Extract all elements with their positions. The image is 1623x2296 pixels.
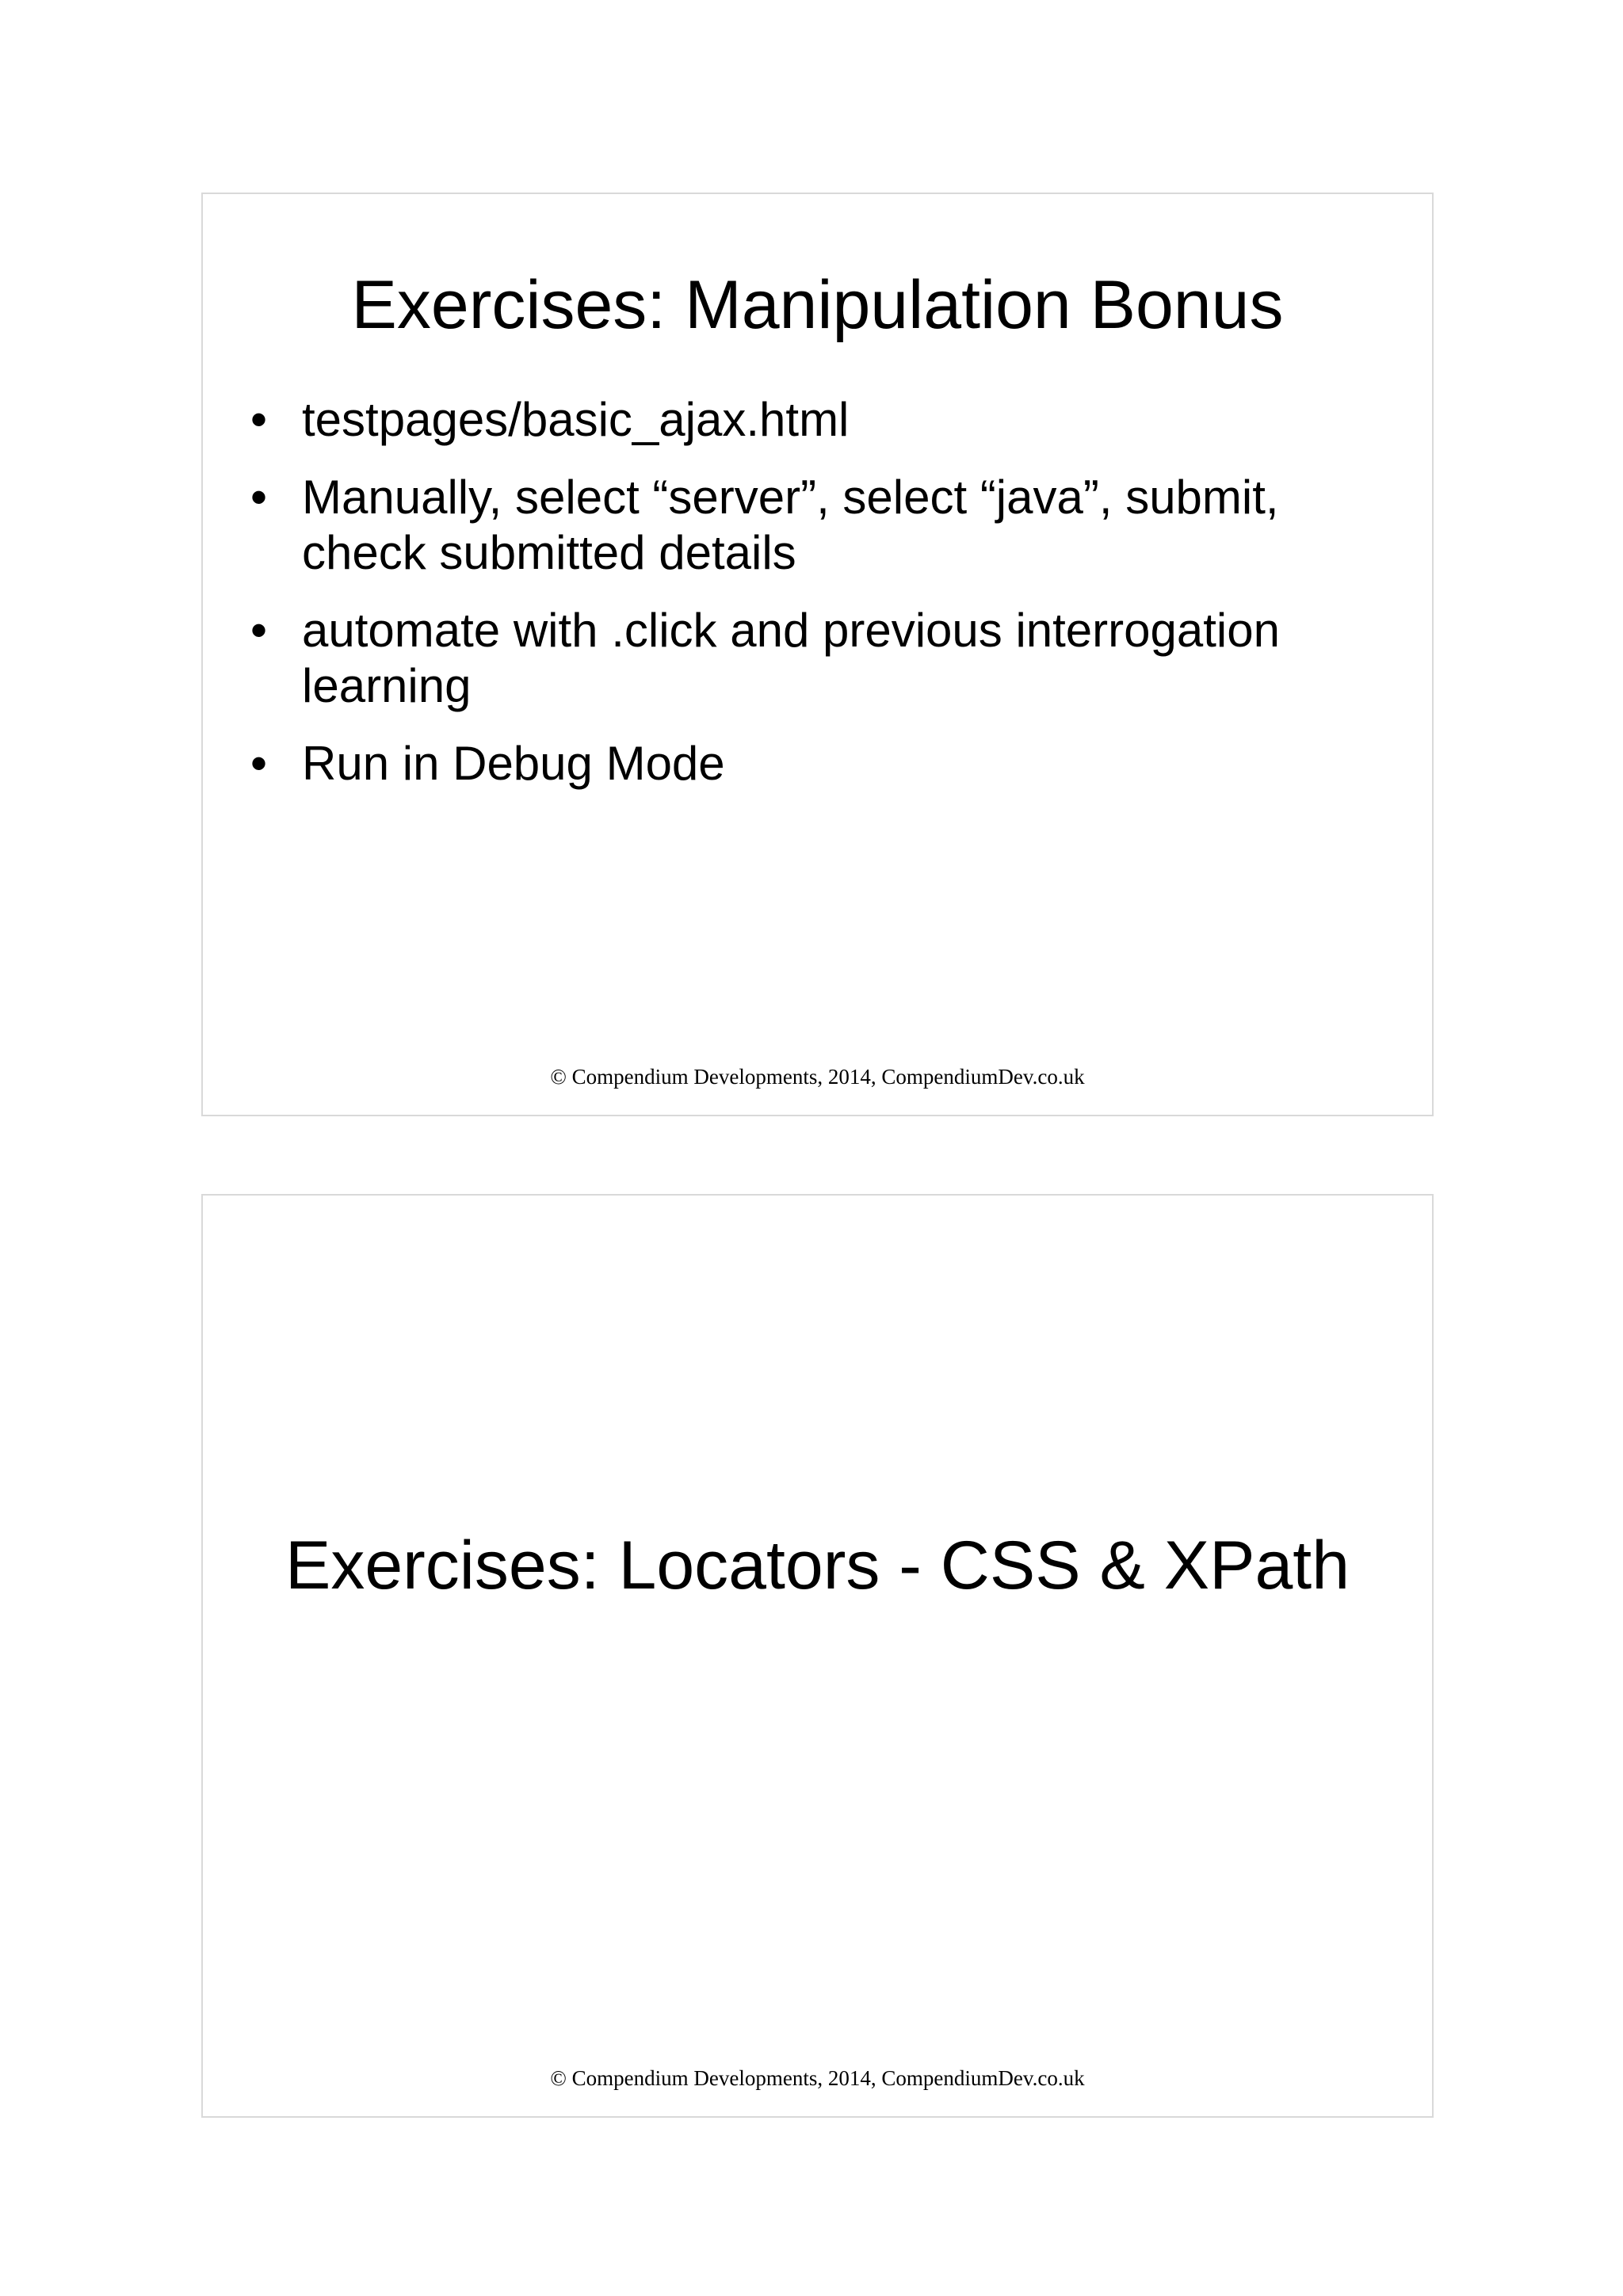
bullet-icon: • <box>250 393 268 446</box>
slide-footer: © Compendium Developments, 2014, CompendiumDev.co.uk <box>550 2066 1085 2090</box>
bullet-item <box>250 470 1392 581</box>
bullet-item <box>250 392 1392 448</box>
bullet-list <box>250 392 1392 814</box>
bullet-icon: • <box>250 737 268 790</box>
slide-manipulation-bonus <box>201 193 1434 1116</box>
bullet-text: testpages/basic_ajax.html <box>302 393 850 446</box>
slide-title: Exercises: Manipulation Bonus <box>351 267 1284 343</box>
slide-locators <box>201 1194 1434 2118</box>
bullet-item <box>250 736 1392 791</box>
bullet-text: automate with .click and previous interrogation learning <box>302 604 1280 712</box>
bullet-text: Manually, select “server”, select “java”, submit, check submitted details <box>302 471 1279 579</box>
slide-footer: © Compendium Developments, 2014, CompendiumDev.co.uk <box>550 1065 1085 1089</box>
bullet-text: Run in Debug Mode <box>302 737 725 790</box>
bullet-item <box>250 603 1392 714</box>
slide-title: Exercises: Locators - CSS & XPath <box>285 1527 1350 1604</box>
bullet-icon: • <box>250 604 268 657</box>
bullet-icon: • <box>250 471 268 524</box>
